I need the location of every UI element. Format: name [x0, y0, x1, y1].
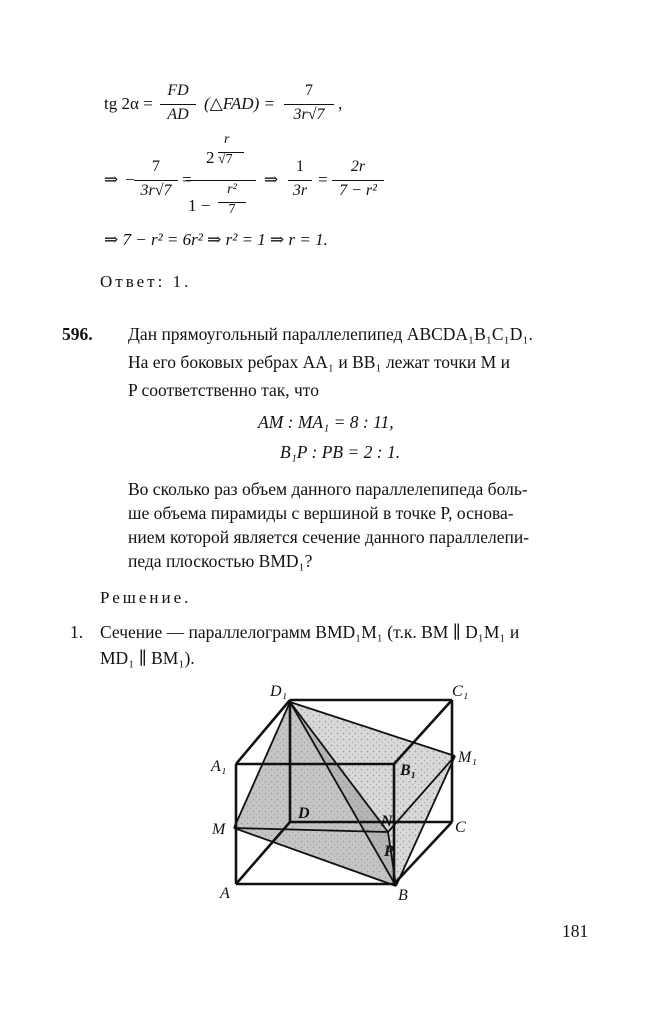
problem-ratio: B₁P : PB = 2 : 1.	[280, 442, 401, 462]
label-D1: D₁	[270, 683, 288, 700]
problem-ratio: AM : MA₁ = 8 : 11,	[258, 412, 394, 432]
problem-line: На его боковых ребрах AA₁ и BB₁ лежат точки M и	[128, 352, 510, 372]
problem-line: Дан прямоугольный параллелепипед ABCDA₁B₁C₁D₁.	[128, 324, 533, 344]
math-line2-eq2: =	[318, 170, 328, 189]
math-line1-frac2-num: 7	[305, 82, 313, 99]
answer-label: Ответ:	[100, 272, 166, 291]
label-M: M	[212, 821, 226, 838]
page-number: 181	[562, 921, 589, 941]
math-line2-arrow: ⇒	[104, 170, 119, 189]
math-line2-bigden-left: 1 −	[188, 196, 211, 215]
math-line2-bignum-r: r	[224, 132, 230, 147]
math-line2-minus: −	[125, 170, 135, 189]
label-N: N	[381, 813, 393, 830]
problem-question-line: Во сколько раз объем данного параллелепипеда боль-	[128, 479, 528, 499]
math-line1-frac1-den: AD	[167, 106, 189, 123]
math-line1-lhs: tg 2α =	[104, 94, 153, 113]
math-line2-f3-num: 2r	[350, 158, 366, 175]
math-line1-frac1-num: FD	[167, 82, 189, 99]
label-B1: B₁	[400, 762, 417, 779]
answer-value: 1.	[172, 272, 192, 291]
solution-step-line: MD₁ ∥ BM₁).	[100, 648, 195, 668]
label-A1: A₁	[211, 758, 227, 775]
math-line3: ⇒ 7 − r² = 6r² ⇒ r² = 1 ⇒ r = 1.	[104, 230, 328, 249]
math-line2-f2-num: 1	[296, 158, 304, 175]
math-line2-f3-den: 7 − r²	[339, 182, 377, 199]
math-line2-bigden-den: 7	[228, 202, 236, 217]
label-D: D	[298, 805, 310, 822]
math-line1-frac2-den: 3r√7	[293, 106, 325, 123]
problem-number: 596.	[62, 324, 93, 344]
math-line1-end: ,	[338, 94, 343, 113]
math-line2-bigden-num: r²	[227, 182, 237, 197]
label-C: C	[455, 819, 466, 836]
label-B: B	[398, 887, 408, 904]
solution-heading: Решение.	[100, 588, 192, 607]
solution-step-number: 1.	[70, 622, 84, 642]
math-line1-paren: (△FAD) =	[204, 94, 275, 113]
label-M1: M₁	[458, 749, 477, 766]
problem-question-line: нием которой является сечение данного параллелепи-	[128, 527, 530, 547]
math-line2-f1-den: 3r√7	[140, 182, 172, 199]
math-line2-arrow2: ⇒	[264, 170, 279, 189]
label-C1: C₁	[452, 683, 469, 700]
problem-line: P соответственно так, что	[128, 380, 319, 400]
math-line2-f1-num: 7	[152, 158, 160, 175]
math-line2-f2-den: 3r	[292, 182, 308, 199]
math-line2-eq: =	[182, 170, 192, 189]
math-line2-bignum-top: 2	[206, 148, 215, 167]
problem-question-line: ше объема пирамиды с вершиной в точке P, основа-	[128, 503, 514, 523]
label-A: A	[220, 885, 230, 902]
label-P: P	[384, 843, 394, 860]
solution-step-line: Сечение — параллелограмм BMD₁M₁ (т.к. BM ∥ D₁M₁ и	[100, 622, 520, 642]
math-line2-bignum-sqrt: √7	[218, 152, 233, 167]
problem-question-line: педа плоскостью BMD₁?	[128, 551, 313, 571]
